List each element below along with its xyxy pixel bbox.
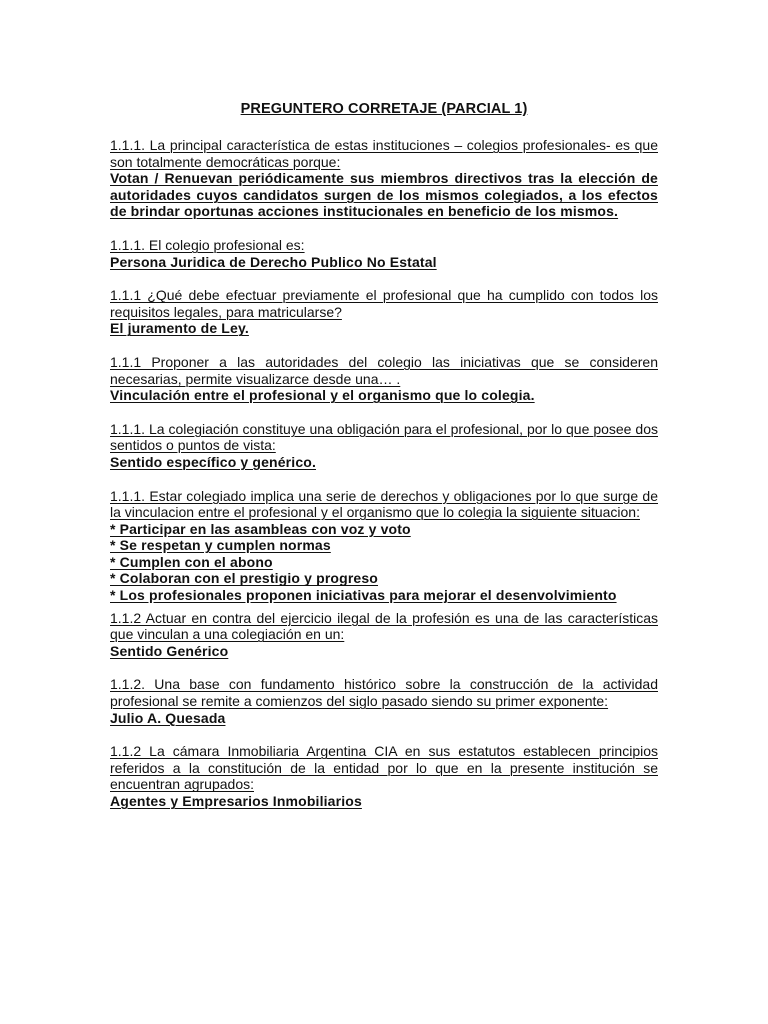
question-text: 1.1.1. El colegio profesional es: xyxy=(110,236,305,253)
answer-list-item: * Participar en las asambleas con voz y voto xyxy=(110,520,411,537)
answer-text: Persona Juridica de Derecho Publico No Estatal xyxy=(110,253,437,270)
qa-item-9 xyxy=(110,743,658,809)
question-text: 1.1.1 ¿Qué debe efectuar previamente el profesional que ha cumplido con todos los requisitos legales, para matricularse? xyxy=(110,287,658,320)
question-text: 1.1.1. La principal característica de estas instituciones – colegios profesionales- es que son totalmente democráticas porque: xyxy=(110,137,658,170)
qa-item-5 xyxy=(110,421,658,471)
question-text: 1.1.1 Proponer a las autoridades del colegio las iniciativas que se consideren necesarias, permite visualizarce desde una… . xyxy=(110,353,658,387)
answer-text: Julio A. Quesada xyxy=(110,709,226,726)
answer-list-item: * Cumplen con el abono xyxy=(110,553,273,570)
question-text: 1.1.2. Una base con fundamento histórico sobre la construcción de la actividad profesional se remite a comienzos del siglo pasado siendo su primer exponente: xyxy=(110,676,658,710)
answer-text: Vinculación entre el profesional y el organismo que lo colegia. xyxy=(110,387,535,404)
answer-text: Sentido Genérico xyxy=(110,642,229,659)
answer-text: El juramento de Ley. xyxy=(110,320,249,337)
document-title: PREGUNTERO CORRETAJE (PARCIAL 1) xyxy=(240,101,528,117)
question-text: 1.1.2 La cámara Inmobiliaria Argentina CIA en sus estatutos establecen principios referidos a la constitución de la entidad por lo que en la presente institución se encuentran agrupados: xyxy=(110,743,658,793)
qa-item-7 xyxy=(110,610,658,660)
answer-list-item: * Colaboran con el prestigio y progreso xyxy=(110,570,379,587)
qa-item-6 xyxy=(110,488,658,604)
question-text: 1.1.1. La colegiación constituye una obligación para el profesional, por lo que posee dos sentidos o puntos de vista: xyxy=(110,420,658,454)
qa-item-4 xyxy=(110,354,658,404)
answer-text: Agentes y Empresarios Inmobiliarios xyxy=(110,793,362,809)
question-text: 1.1.2 Actuar en contra del ejercicio ilegal de la profesión es una de las características que vinculan a una colegiación en un: xyxy=(110,609,658,643)
answer-list-item: * Los profesionales proponen iniciativas para mejorar el desenvolvimiento xyxy=(110,587,617,604)
qa-item-8 xyxy=(110,676,658,726)
question-text: 1.1.1. Estar colegiado implica una serie de derechos y obligaciones por lo que surge de la vinculacion entre el profesional y el organismo que lo colegia la siguiente situacion: xyxy=(110,487,658,521)
qa-item-2 xyxy=(110,237,658,270)
answer-list-item: * Se respetan y cumplen normas xyxy=(110,537,331,554)
answer-text: Votan / Renuevan periódicamente sus miembros directivos tras la elección de autoridades cuyos candidatos surgen de los mismos colegiados, a los efectos de brindar oportunas acciones institucionales en beneficio de los mismos. xyxy=(110,170,658,220)
answer-text: Sentido específico y genérico. xyxy=(110,453,317,470)
qa-item-1 xyxy=(110,137,658,220)
qa-item-3 xyxy=(110,287,658,337)
